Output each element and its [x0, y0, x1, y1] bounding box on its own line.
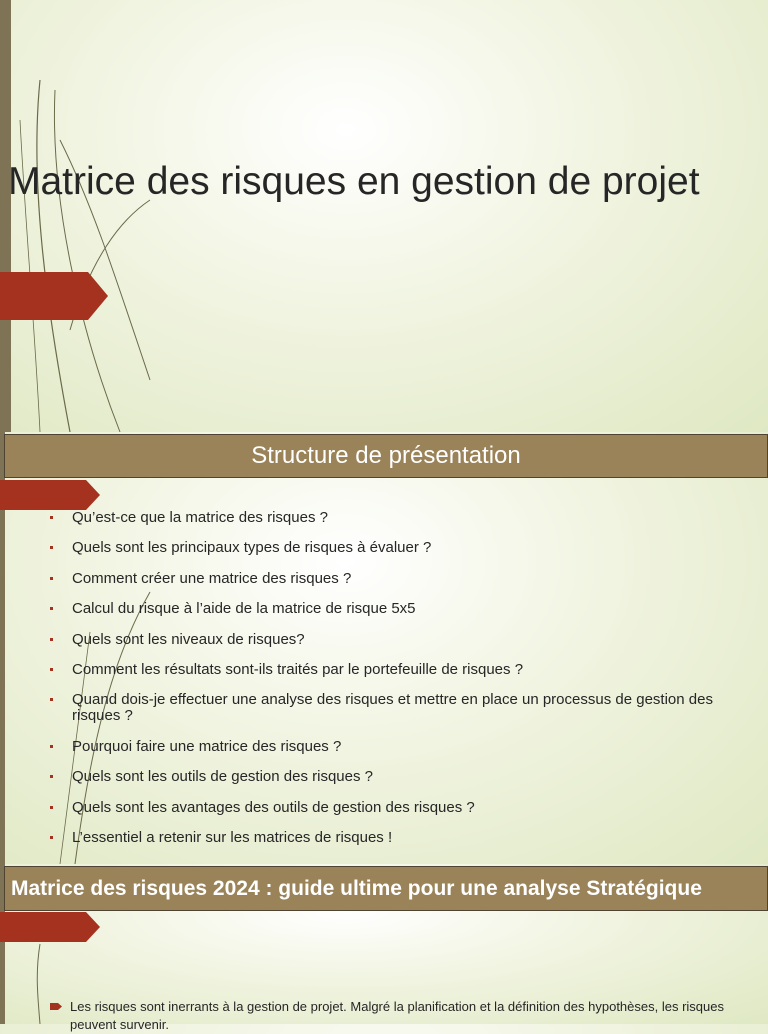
bullet-icon — [50, 577, 53, 580]
list-item: Quels sont les principaux types de risques à évaluer ? — [48, 540, 760, 556]
slide-guide — [0, 864, 768, 1032]
bullet-icon — [50, 775, 53, 778]
section-header — [4, 434, 768, 478]
red-tab-marker — [0, 912, 100, 942]
agenda-list — [48, 510, 760, 860]
bullet-icon — [50, 546, 53, 549]
arrow-bullet-icon — [50, 1003, 62, 1010]
bullet-icon — [50, 516, 53, 519]
list-item: L’essentiel a retenir sur les matrices de risques ! — [48, 830, 760, 846]
bullet-icon — [50, 668, 53, 671]
red-tab-marker — [0, 480, 100, 510]
slide-structure — [0, 432, 768, 864]
red-tab-marker — [0, 272, 108, 320]
bullet-icon — [50, 698, 53, 701]
list-item: Quels sont les niveaux de risques? — [48, 632, 760, 648]
list-item: Quand dois-je effectuer une analyse des risques et mettre en place un processus de gestion des risques ? — [48, 692, 760, 724]
leaf-decoration — [0, 0, 200, 432]
slide-title-text: Matrice des risques en gestion de projet — [8, 160, 700, 203]
list-item: Comment les résultats sont-ils traités par le portefeuille de risques ? — [48, 662, 760, 678]
bullet-icon — [50, 638, 53, 641]
list-item: Qu’est-ce que la matrice des risques ? — [48, 510, 760, 526]
body-paragraph: Les risques sont inerrants à la gestion de projet. Malgré la planification et la définition des hypothèses, les risques peuvent survenir. — [48, 998, 750, 1034]
bullet-icon — [50, 836, 53, 839]
bullet-icon — [50, 745, 53, 748]
list-item: Calcul du risque à l’aide de la matrice de risque 5x5 — [48, 601, 760, 617]
section-header-text: Structure de présentation — [251, 442, 521, 469]
list-item: Quels sont les outils de gestion des risques ? — [48, 769, 760, 785]
section-header-text: Matrice des risques 2024 : guide ultime pour une analyse Stratégique — [11, 876, 702, 900]
list-item: Comment créer une matrice des risques ? — [48, 571, 760, 587]
slide-title — [0, 0, 768, 432]
bullet-icon — [50, 806, 53, 809]
list-item: Quels sont les avantages des outils de gestion des risques ? — [48, 800, 760, 816]
section-header — [4, 866, 768, 911]
bullet-icon — [50, 607, 53, 610]
list-item: Pourquoi faire une matrice des risques ? — [48, 739, 760, 755]
